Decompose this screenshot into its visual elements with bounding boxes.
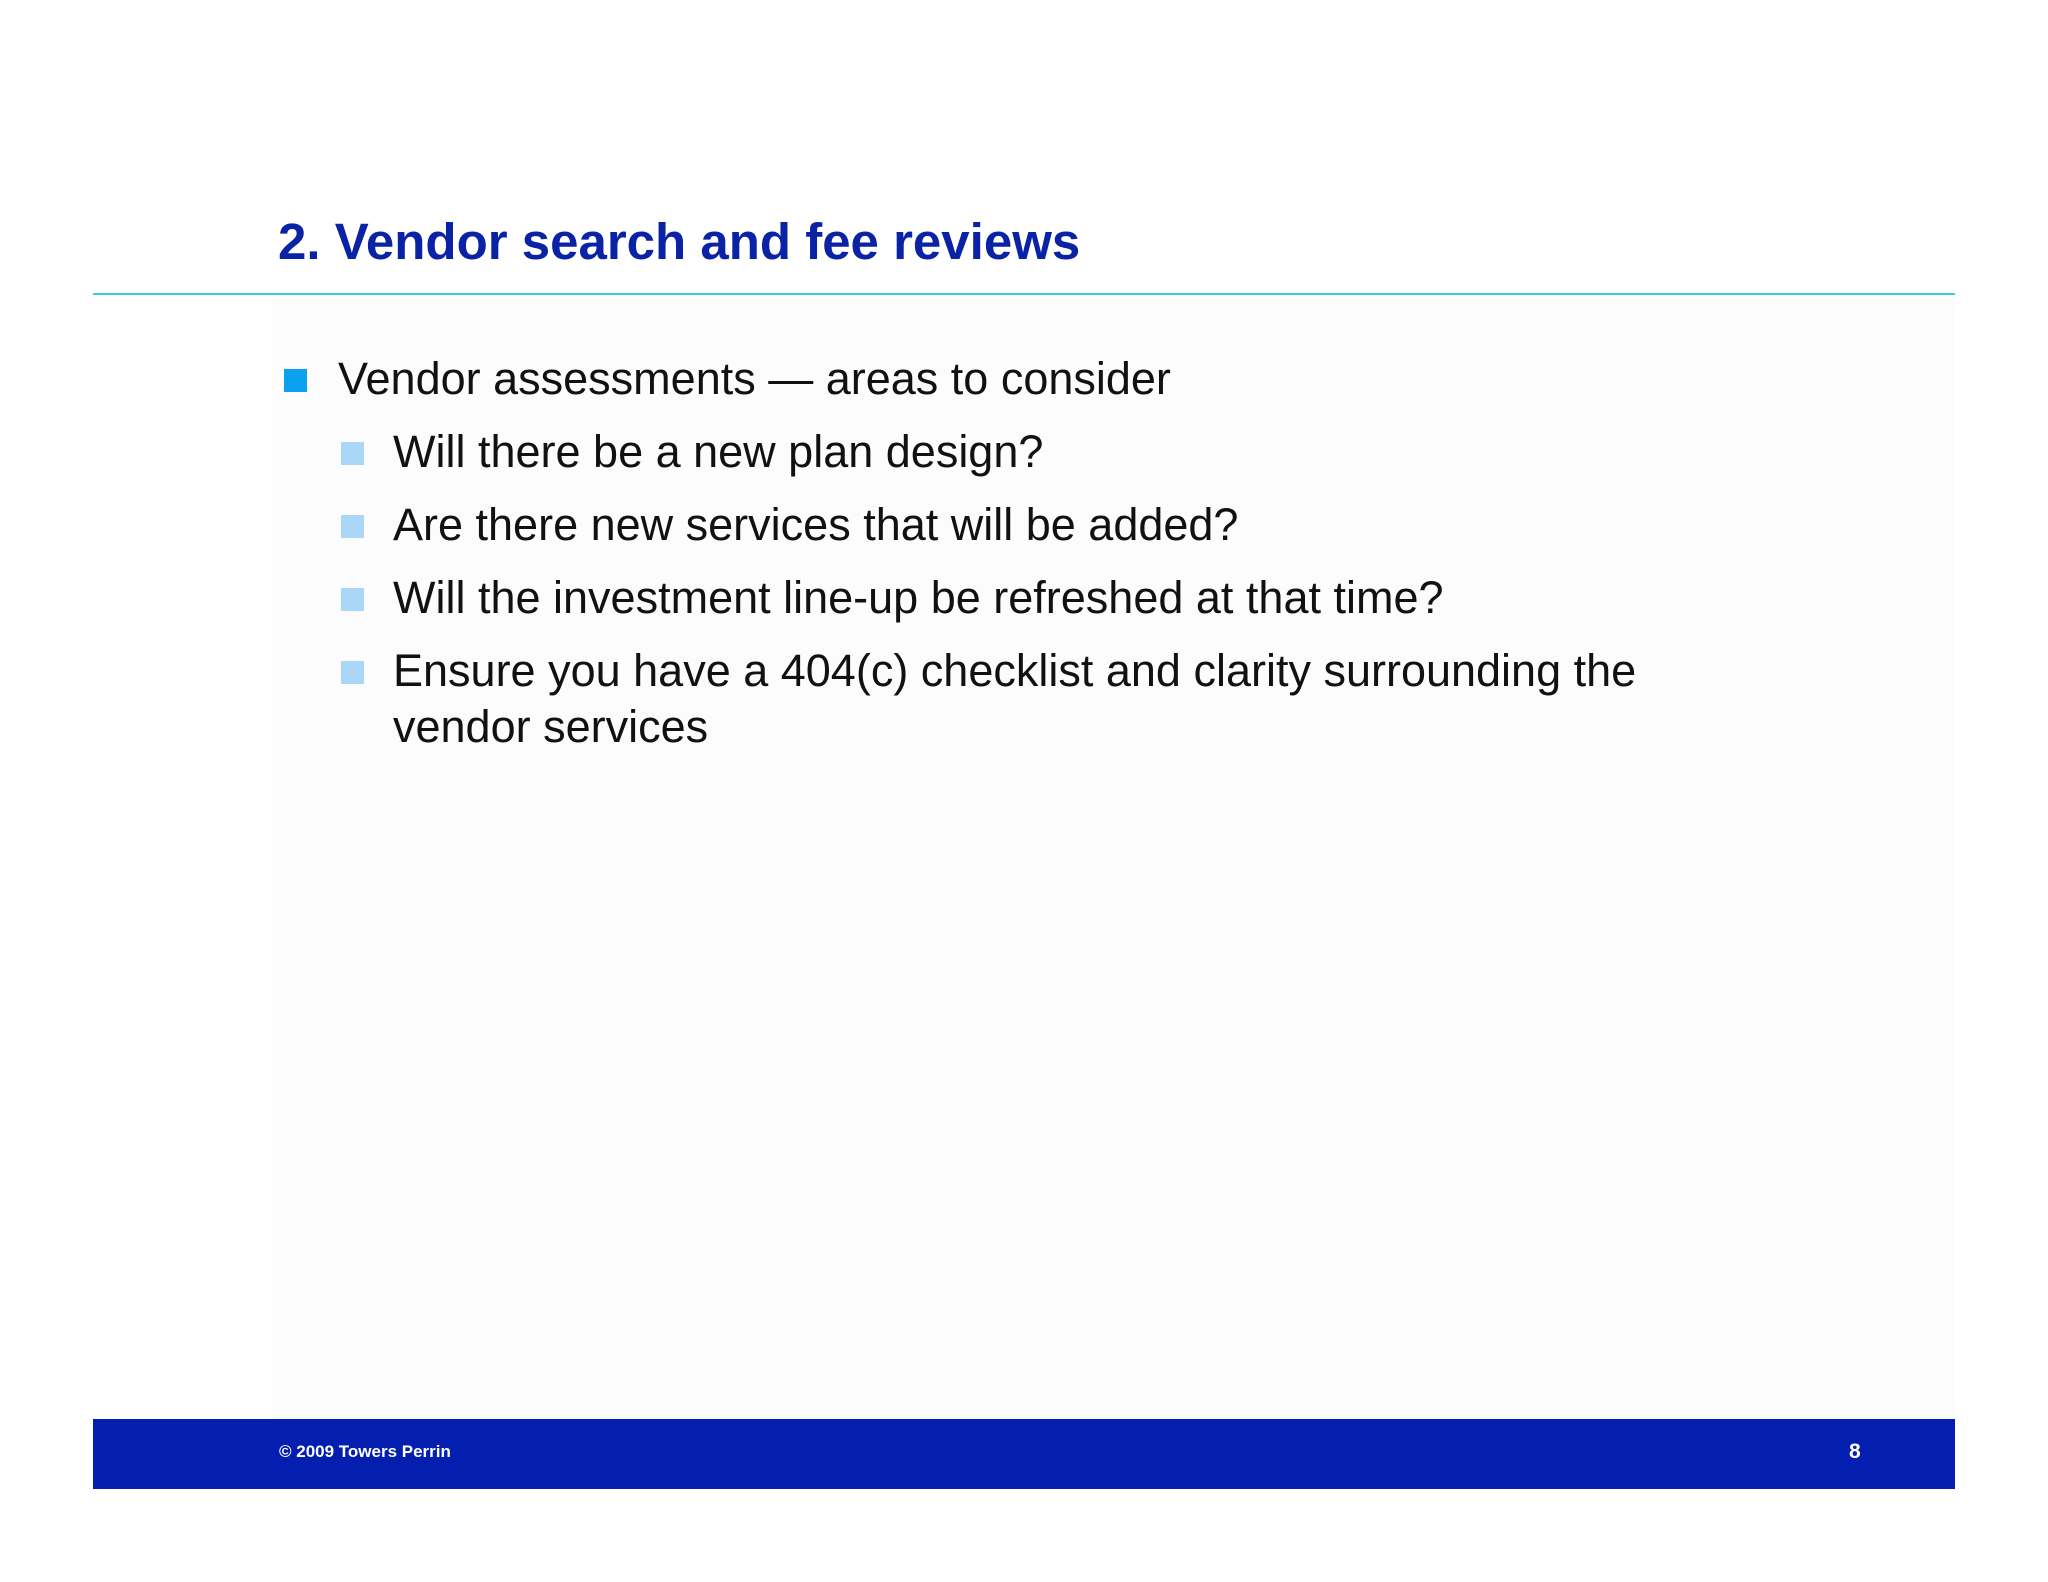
square-sub-bullet-icon (341, 442, 364, 465)
sub-bullet-item (393, 497, 1673, 553)
copyright-notice: © 2009 Towers Perrin (279, 1442, 451, 1461)
sub-bullet-text: Ensure you have a 404(c) checklist and clarity surrounding the vendor services (393, 645, 1637, 752)
sub-bullet-item (393, 643, 1673, 755)
slide-title: 2. Vendor search and fee reviews (278, 213, 1081, 270)
sub-bullet-text: Will there be a new plan design? (393, 426, 1044, 477)
square-sub-bullet-icon (341, 661, 364, 684)
footer-bar (93, 1419, 1955, 1489)
sub-bullet-item (393, 424, 1673, 480)
title-divider (93, 293, 1955, 295)
square-bullet-icon (284, 369, 307, 392)
bullet-text: Vendor assessments — areas to consider (338, 353, 1171, 404)
sub-bullet-text: Will the investment line-up be refreshed at that time? (393, 572, 1444, 623)
bullet-item (338, 351, 1171, 407)
square-sub-bullet-icon (341, 588, 364, 611)
square-sub-bullet-icon (341, 515, 364, 538)
page-number: 8 (1849, 1440, 1861, 1463)
sub-bullet-text: Are there new services that will be added? (393, 499, 1239, 550)
sub-bullet-item (393, 570, 1673, 626)
